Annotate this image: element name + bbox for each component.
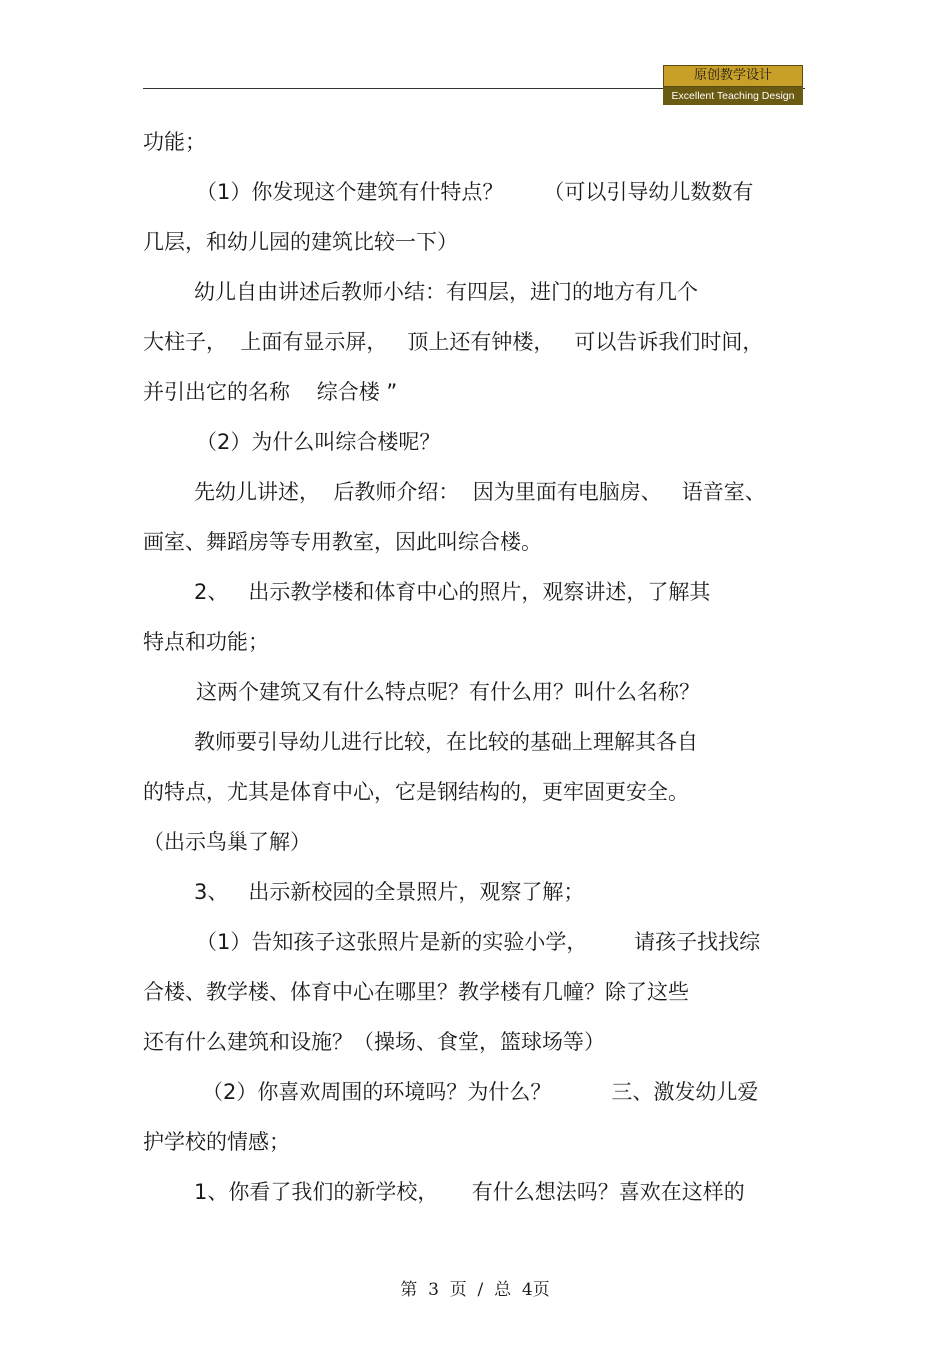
text-line: （1）告知孩子这张照片是新的实验小学， 请孩子找找综 — [196, 930, 761, 954]
badge-title: 原创教学设计 — [663, 65, 803, 87]
badge-subtitle: Excellent Teaching Design — [663, 87, 803, 105]
text-line: 幼儿自由讲述后教师小结：有四层，进门的地方有几个 — [194, 280, 698, 304]
text-line: 并引出它的名称 综合楼 ” — [143, 380, 398, 404]
text-line: 大柱子， 上面有显示屏， 顶上还有钟楼， 可以告诉我们时间， — [143, 330, 764, 354]
text-line: 这两个建筑又有什么特点呢？有什么用？叫什么名称？ — [196, 680, 700, 704]
text-line: （2）为什么叫综合楼呢？ — [196, 430, 441, 454]
text-line: 还有什么建筑和设施？（操场、食堂，篮球场等） — [143, 1030, 605, 1054]
text-line: 护学校的情感； — [143, 1130, 290, 1154]
text-line: 教师要引导幼儿进行比较，在比较的基础上理解其各自 — [194, 730, 698, 754]
text-line: 2、 出示教学楼和体育中心的照片，观察讲述，了解其 — [194, 580, 711, 604]
text-line: 功能； — [143, 130, 206, 154]
text-line: （2）你喜欢周围的环境吗？为什么？ 三、激发幼儿爱 — [202, 1080, 759, 1104]
page-number: 第 3 页 / 总 4页 — [400, 1280, 550, 1300]
text-line: 画室、舞蹈房等专用教室，因此叫综合楼。 — [143, 530, 542, 554]
text-line: 特点和功能； — [143, 630, 269, 654]
text-line: 的特点，尤其是体育中心，它是钢结构的，更牢固更安全。 — [143, 780, 689, 804]
text-line: 几层，和幼儿园的建筑比较一下） — [143, 230, 458, 254]
text-line: （1）你发现这个建筑有什特点？ （可以引导幼儿数数有 — [196, 180, 754, 204]
header-badge — [663, 65, 803, 105]
text-line: 3、 出示新校园的全景照片，观察了解； — [194, 880, 585, 904]
text-line: 合楼、教学楼、体育中心在哪里？教学楼有几幢？除了这些 — [143, 980, 689, 1004]
text-line: 先幼儿讲述， 后教师介绍： 因为里面有电脑房、 语音室、 — [194, 480, 766, 504]
text-line: 1、你看了我们的新学校， 有什么想法吗？喜欢在这样的 — [194, 1180, 745, 1204]
text-line: （出示鸟巢了解） — [143, 830, 311, 854]
